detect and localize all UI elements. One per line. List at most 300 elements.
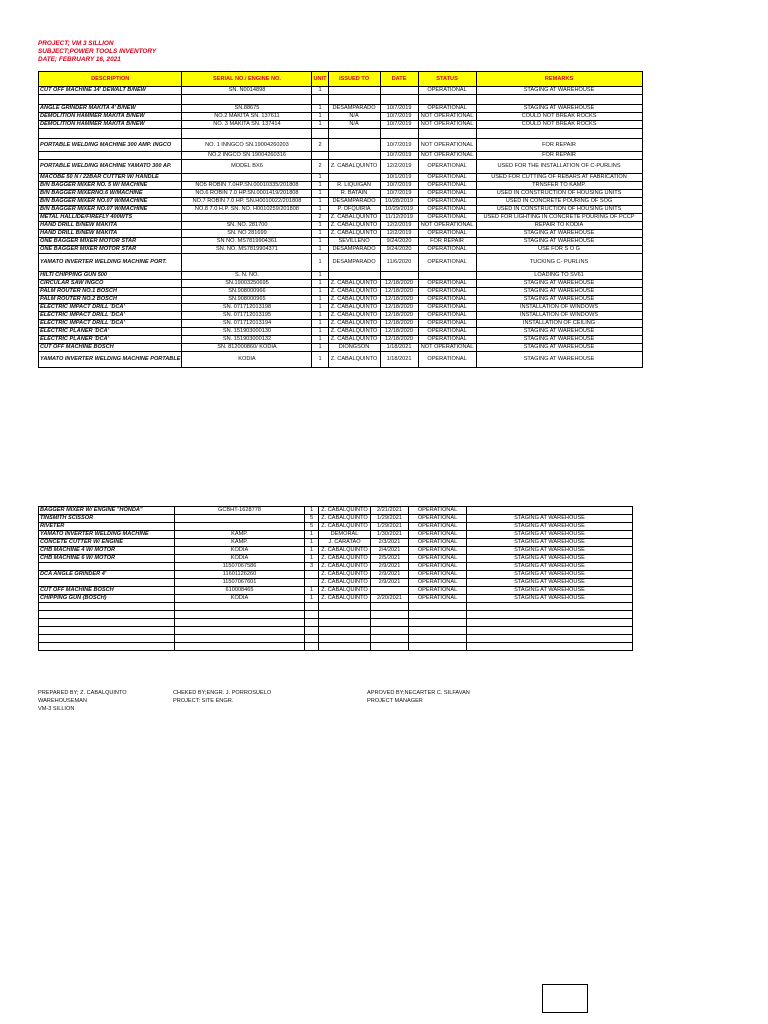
remarks-cell: [476, 129, 642, 139]
serial-cell: SN. 071712013195: [182, 312, 312, 320]
remarks-cell: TUCKING C- PURLINS: [476, 254, 642, 272]
prepared-by-role: WAREHOUSEMAN: [38, 698, 87, 704]
unit-cell: [305, 611, 319, 619]
table-row: [39, 280, 643, 288]
remarks-cell: USE FOR S O G: [476, 246, 642, 254]
description-cell: PORTABLE WELDING MACHINE 300 AMP. INGCO: [39, 139, 182, 152]
issued-to-cell: Z. CABALQUINTO: [319, 523, 371, 531]
status-cell: OPERATIONAL: [418, 190, 476, 198]
remarks-cell: STAGING AT WAREHOUSE: [476, 87, 642, 95]
remarks-cell: STAGING AT WAREHOUSE: [467, 571, 633, 579]
status-cell: [409, 643, 467, 651]
description-cell: CUT OFF MACHINE 14' DEWALT B/NEW: [39, 87, 182, 95]
issued-to-cell: DESAMPARADO: [328, 198, 380, 206]
col-serial: SERIAL NO./ ENGINE NO.: [182, 72, 312, 87]
status-cell: NOT OPERATIONAL: [418, 139, 476, 152]
remarks-cell: FOR REPAIR: [476, 139, 642, 152]
table-row: [39, 288, 643, 296]
unit-cell: [305, 571, 319, 579]
serial-cell: 11601126260: [175, 571, 305, 579]
table-row: [39, 113, 643, 121]
remarks-cell: TRNSFER TO KAMP.: [476, 182, 642, 190]
issued-to-cell: Z. CABALQUINTO: [319, 563, 371, 571]
unit-cell: 1: [312, 280, 328, 288]
table-row: [39, 95, 643, 105]
table-row: [39, 643, 633, 651]
date-cell: [380, 95, 418, 105]
status-cell: OPERATIONAL: [409, 539, 467, 547]
issued-to-cell: [328, 174, 380, 182]
unit-cell: 1: [312, 336, 328, 344]
remarks-cell: STAGING AT WAREHOUSE: [467, 579, 633, 587]
unit-cell: 1: [312, 121, 328, 129]
status-cell: OPERATIONAL: [409, 579, 467, 587]
description-cell: METAL HALLIDE/FIREFLY 400WTS: [39, 214, 182, 222]
unit-cell: 1: [312, 113, 328, 121]
table-row: [39, 304, 643, 312]
remarks-cell: STAGING AT WAREHOUSE: [476, 230, 642, 238]
table-row: [39, 272, 643, 280]
date-cell: 10/7/2019: [380, 113, 418, 121]
date-cell: 12/18/2020: [380, 288, 418, 296]
unit-cell: 1: [312, 328, 328, 336]
description-cell: ELECTRIC IMPACT DRILL 'DCA': [39, 304, 182, 312]
remarks-cell: STAGING AT WAREHOUSE: [467, 515, 633, 523]
status-cell: OPERATIONAL: [418, 246, 476, 254]
unit-cell: 2: [312, 160, 328, 174]
status-cell: NOT OPERATIONAL: [418, 113, 476, 121]
col-date: DATE: [380, 72, 418, 87]
date-cell: 10/28/2019: [380, 198, 418, 206]
unit-cell: [305, 635, 319, 643]
serial-cell: S. N. NO.: [182, 272, 312, 280]
date-cell: [371, 587, 409, 595]
date-cell: 10/7/2019: [380, 182, 418, 190]
description-cell: ELECTRIC PLANER 'DCA': [39, 336, 182, 344]
issued-to-cell: Z. CABALQUINTO: [319, 555, 371, 563]
remarks-cell: STAGING AT WAREHOUSE: [467, 547, 633, 555]
remarks-cell: LOADING TO SV61: [476, 272, 642, 280]
remarks-cell: [467, 611, 633, 619]
issued-to-cell: N/A: [328, 121, 380, 129]
description-cell: ONE BAGGER MIXER MOTOR STAR: [39, 246, 182, 254]
approved-by-name: APROVED BY;NECARTER C. SILFAVAN: [367, 690, 470, 696]
status-cell: OPERATIONAL: [418, 87, 476, 95]
table-row: [39, 603, 633, 611]
date-cell: 9/24/2020: [380, 238, 418, 246]
status-cell: OPERATIONAL: [409, 507, 467, 515]
date-cell: 12/18/2020: [380, 280, 418, 288]
description-cell: HAND DRILL B/NEW MAKITA: [39, 222, 182, 230]
status-cell: OPERATIONAL: [409, 555, 467, 563]
description-cell: B/N BAGGER MIXERNO.6 W/MACHINE: [39, 190, 182, 198]
issued-to-cell: Z. CABALQUINTO: [328, 160, 380, 174]
status-cell: FOR REPAIR: [418, 238, 476, 246]
status-cell: [418, 95, 476, 105]
issued-to-cell: Z. CABALQUINTO: [319, 595, 371, 603]
serial-cell: NO.2 MAKITA SN. 137611: [182, 113, 312, 121]
remarks-cell: [467, 635, 633, 643]
unit-cell: 5: [305, 523, 319, 531]
status-cell: NOT OPERATIONAL: [418, 344, 476, 352]
unit-cell: 3: [305, 563, 319, 571]
date-cell: 12/2/2019: [380, 160, 418, 174]
remarks-cell: STAGING AT WAREHOUSE: [476, 336, 642, 344]
description-cell: DCA ANGLE GRINDER 4': [39, 571, 175, 579]
serial-cell: [175, 643, 305, 651]
date-cell: 1/18/2021: [380, 344, 418, 352]
status-cell: [409, 627, 467, 635]
inventory-table-2: [38, 506, 633, 651]
serial-cell: KODIA: [175, 595, 305, 603]
table-row: [39, 214, 643, 222]
date-cell: 2/3/2021: [371, 539, 409, 547]
serial-cell: KAMP.: [175, 531, 305, 539]
status-cell: OPERATIONAL: [418, 254, 476, 272]
table-row: [39, 571, 633, 579]
serial-cell: NO.2 INGCO SN 19004260316: [182, 152, 312, 160]
unit-cell: 1: [305, 547, 319, 555]
serial-cell: SN. N0014898: [182, 87, 312, 95]
unit-cell: 1: [305, 587, 319, 595]
date-cell: 1/30/2021: [371, 531, 409, 539]
status-cell: NOT OPERATIONAL: [418, 121, 476, 129]
remarks-cell: [476, 95, 642, 105]
unit-cell: 1: [312, 230, 328, 238]
remarks-cell: STAGING AT WAREHOUSE: [476, 352, 642, 368]
date-cell: 10/7/2019: [380, 121, 418, 129]
issued-to-cell: J. CARATAO: [319, 539, 371, 547]
date-cell: 12/18/2020: [380, 328, 418, 336]
date-cell: [380, 272, 418, 280]
remarks-cell: [467, 507, 633, 515]
status-cell: NOT OPERATIONAL: [418, 222, 476, 230]
remarks-cell: USED IN CONSTRUCTION OF HOUSING UNITS: [476, 206, 642, 214]
date-cell: 12/18/2020: [380, 336, 418, 344]
description-cell: [39, 611, 175, 619]
serial-cell: [182, 95, 312, 105]
remarks-cell: [467, 619, 633, 627]
unit-cell: 1: [312, 272, 328, 280]
status-cell: [409, 603, 467, 611]
serial-cell: [175, 635, 305, 643]
table-row: [39, 619, 633, 627]
issued-to-cell: N/A: [328, 113, 380, 121]
remarks-cell: INSTALLATION OF WINDOWS: [476, 304, 642, 312]
status-cell: OPERATIONAL: [409, 563, 467, 571]
issued-to-cell: DIONGSON: [328, 344, 380, 352]
serial-cell: [182, 254, 312, 272]
remarks-cell: COULD NOT BREAK ROCKS: [476, 113, 642, 121]
inventory-table: [38, 71, 643, 368]
date-cell: [380, 129, 418, 139]
table-row: [39, 563, 633, 571]
serial-cell: SN.908000966: [182, 288, 312, 296]
unit-cell: [305, 619, 319, 627]
table-row: [39, 328, 643, 336]
serial-cell: [182, 214, 312, 222]
unit-cell: [305, 579, 319, 587]
status-cell: OPERATIONAL: [418, 230, 476, 238]
unit-cell: [305, 643, 319, 651]
remarks-cell: USED FOR THE INSTALLATION OF C-PURLINS: [476, 160, 642, 174]
col-status: STATUS: [418, 72, 476, 87]
unit-cell: [305, 603, 319, 611]
description-cell: DEMOLITION HAMMER MAKITA B/NEW: [39, 113, 182, 121]
serial-cell: [182, 174, 312, 182]
description-cell: CHIPPING GUN (BOSCH): [39, 595, 175, 603]
status-cell: OPERATIONAL: [418, 288, 476, 296]
table-row: [39, 352, 643, 368]
empty-box: [542, 984, 588, 1013]
description-cell: [39, 563, 175, 571]
remarks-cell: STAGING AT WAREHOUSE: [476, 238, 642, 246]
date-cell: 2/5/2021: [371, 555, 409, 563]
date-title: DATE; FEBRUARY 16, 2021: [38, 56, 121, 63]
issued-to-cell: R. LIQUIGAN: [328, 182, 380, 190]
table-header-row: [39, 72, 643, 87]
description-cell: [39, 643, 175, 651]
issued-to-cell: Z. CABALQUINTO: [328, 336, 380, 344]
unit-cell: [312, 152, 328, 160]
serial-cell: NO.7 ROBIN 7.0 HP. SN.H0010022/201808: [182, 198, 312, 206]
serial-cell: 11507067586: [175, 563, 305, 571]
description-cell: CHB MACHINE 4 W/ MOTOR: [39, 547, 175, 555]
issued-to-cell: Z. CABALQUINTO: [319, 587, 371, 595]
unit-cell: 2: [312, 139, 328, 152]
description-cell: PALM ROUTER NO.2 BOSCH: [39, 296, 182, 304]
table-row: [39, 320, 643, 328]
table-row: [39, 547, 633, 555]
issued-to-cell: Z. CABALQUINTO: [328, 328, 380, 336]
serial-cell: SN.88675: [182, 105, 312, 113]
issued-to-cell: Z. CABALQUINTO: [328, 312, 380, 320]
table-row: [39, 129, 643, 139]
description-cell: YAMATO INVERTER WELDING MACHINE: [39, 531, 175, 539]
checked-by: [173, 689, 271, 705]
issued-to-cell: R. BATAIN: [328, 190, 380, 198]
prepared-by-project: VM-3 SILLION: [38, 706, 75, 712]
approved-by: [367, 689, 470, 705]
description-cell: ELECTRIC IMPACT DRILL 'DCA': [39, 320, 182, 328]
unit-cell: 1: [312, 344, 328, 352]
unit-cell: 1: [312, 174, 328, 182]
table-row: [39, 344, 643, 352]
remarks-cell: STAGING AT WAREHOUSE: [476, 296, 642, 304]
remarks-cell: REPAIR TO KODIA: [476, 222, 642, 230]
status-cell: OPERATIONAL: [418, 336, 476, 344]
serial-cell: [175, 523, 305, 531]
unit-cell: 5: [305, 515, 319, 523]
table-row: [39, 105, 643, 113]
remarks-cell: [467, 643, 633, 651]
serial-cell: KODIA: [182, 352, 312, 368]
description-cell: B/N BAGGER MIXER NO.07 W/MACHINE: [39, 206, 182, 214]
remarks-cell: STAGING AT WAREHOUSE: [467, 555, 633, 563]
description-cell: B/N BAGGER MIXER NO. 5 W/ MACHINE: [39, 182, 182, 190]
serial-cell: [175, 619, 305, 627]
status-cell: [418, 129, 476, 139]
issued-to-cell: [319, 627, 371, 635]
description-cell: [39, 603, 175, 611]
issued-to-cell: [319, 619, 371, 627]
description-cell: ONE BAGGER MIXER MOTOR STAR: [39, 238, 182, 246]
serial-cell: SN. 151903000130: [182, 328, 312, 336]
remarks-cell: USED FOR LIGHTING IN CONCRETE POURING OF PCCP: [476, 214, 642, 222]
remarks-cell: STAGING AT WAREHOUSE: [467, 563, 633, 571]
serial-cell: [175, 611, 305, 619]
description-cell: B/N BAGGER MIXER NO.07 W/MACHINE: [39, 198, 182, 206]
issued-to-cell: [319, 603, 371, 611]
table-row: [39, 139, 643, 152]
table-row: [39, 539, 633, 547]
serial-cell: 11507067601: [175, 579, 305, 587]
unit-cell: [312, 129, 328, 139]
unit-cell: 1: [312, 87, 328, 95]
table-row: [39, 611, 633, 619]
description-cell: CUT OFF MACHINE BOSCH: [39, 587, 175, 595]
serial-cell: [175, 603, 305, 611]
unit-cell: 1: [312, 304, 328, 312]
serial-cell: SN. NO 281699: [182, 230, 312, 238]
table-row: [39, 246, 643, 254]
issued-to-cell: Z. CABALQUINTO: [328, 352, 380, 368]
table-row: [39, 296, 643, 304]
issued-to-cell: [328, 87, 380, 95]
status-cell: OPERATIONAL: [418, 312, 476, 320]
status-cell: NOT OPERATIONAL: [418, 152, 476, 160]
description-cell: HILTI CHIPPING GUN 500: [39, 272, 182, 280]
issued-to-cell: Z. CABALQUINTO: [319, 571, 371, 579]
table-row: [39, 238, 643, 246]
issued-to-cell: DESAMPARADO: [328, 246, 380, 254]
serial-cell: SN. 151903000132: [182, 336, 312, 344]
table-row: [39, 174, 643, 182]
issued-to-cell: P. OFQUIRIA: [328, 206, 380, 214]
unit-cell: 1: [305, 507, 319, 515]
remarks-cell: FOR REPAIR: [476, 152, 642, 160]
status-cell: OPERATIONAL: [418, 352, 476, 368]
unit-cell: 1: [312, 254, 328, 272]
description-cell: [39, 635, 175, 643]
description-cell: ELECTRIC PLANER 'DCA': [39, 328, 182, 336]
serial-cell: MODEL BX6: [182, 160, 312, 174]
table-row: [39, 336, 643, 344]
prepared-by: [38, 689, 127, 713]
unit-cell: 1: [312, 288, 328, 296]
table-row: [39, 579, 633, 587]
table-row: [39, 182, 643, 190]
remarks-cell: USED IN CONSTRUCTION OF HOUSING UNITS: [476, 190, 642, 198]
issued-to-cell: [328, 152, 380, 160]
serial-cell: SN. NO. MS7819904371: [182, 246, 312, 254]
date-cell: [371, 619, 409, 627]
date-cell: 12/18/2020: [380, 320, 418, 328]
date-cell: 10/1/2019: [380, 174, 418, 182]
description-cell: CONCETE CUTTER W/ ENGINE: [39, 539, 175, 547]
remarks-cell: [467, 603, 633, 611]
issued-to-cell: Z. CABALQUINTO: [328, 222, 380, 230]
description-cell: YAMATO INVERTER WELDING MACHINE PORTABLE: [39, 352, 182, 368]
unit-cell: 1: [312, 320, 328, 328]
description-cell: [39, 129, 182, 139]
status-cell: OPERATIONAL: [418, 160, 476, 174]
description-cell: YAMATO INVERTER WELDING MACHINE PORT.: [39, 254, 182, 272]
table-row: [39, 312, 643, 320]
date-cell: [371, 611, 409, 619]
issued-to-cell: Z. CABALQUINTO: [319, 515, 371, 523]
description-cell: TINSMITH SCISSOR: [39, 515, 175, 523]
remarks-cell: STAGING AT WAREHOUSE: [467, 523, 633, 531]
table-row: [39, 206, 643, 214]
description-cell: [39, 627, 175, 635]
date-cell: 11/12/2019: [380, 214, 418, 222]
status-cell: OPERATIONAL: [418, 198, 476, 206]
date-cell: 10/7/2019: [380, 152, 418, 160]
serial-cell: SN. NO. 281700: [182, 222, 312, 230]
status-cell: OPERATIONAL: [409, 547, 467, 555]
description-cell: CIRCULAR SAW INGCO: [39, 280, 182, 288]
description-cell: BAGGER MIXER W/ ENGINE "HONDA": [39, 507, 175, 515]
col-remarks: REMARKS: [476, 72, 642, 87]
date-cell: 2/9/2021: [371, 571, 409, 579]
status-cell: OPERATIONAL: [409, 587, 467, 595]
table-row: [39, 635, 633, 643]
serial-cell: NO.6 ROBIN 7.0 HP.SN.0001419/201808: [182, 190, 312, 198]
description-cell: CHB MACHINE 6 W/ MOTOR: [39, 555, 175, 563]
unit-cell: 1: [312, 198, 328, 206]
description-cell: PALM ROUTER NO.1 BOSCH: [39, 288, 182, 296]
issued-to-cell: DESAMPARADO: [328, 105, 380, 113]
table-row: [39, 595, 633, 603]
issued-to-cell: Z. CABALQUINTO: [328, 296, 380, 304]
serial-cell: 610008465: [175, 587, 305, 595]
unit-cell: [305, 627, 319, 635]
description-cell: ANGLE GRINDER MAKITA 4' B/NEW: [39, 105, 182, 113]
date-cell: 2/21/2021: [371, 507, 409, 515]
approved-by-role: PROJECT MANAGER: [367, 698, 423, 704]
status-cell: OPERATIONAL: [418, 182, 476, 190]
serial-cell: GCBHT-1628778: [175, 507, 305, 515]
date-cell: 2/9/2021: [371, 563, 409, 571]
issued-to-cell: Z. CABALQUINTO: [328, 320, 380, 328]
serial-cell: SN. 071712013194: [182, 320, 312, 328]
status-cell: OPERATIONAL: [418, 280, 476, 288]
col-issued-to: ISSUED TO: [328, 72, 380, 87]
date-cell: 1/29/2021: [371, 515, 409, 523]
table-row: [39, 515, 633, 523]
prepared-by-name: PREPARED BY; Z. CABALQUINTO: [38, 690, 127, 696]
subject-title: SUBJECT;POWER TOOLS INVENTORY: [38, 48, 157, 55]
issued-to-cell: Z. CABALQUINTO: [328, 304, 380, 312]
date-cell: 10/7/2019: [380, 190, 418, 198]
status-cell: [409, 635, 467, 643]
serial-cell: KODIA: [175, 555, 305, 563]
unit-cell: 1: [312, 206, 328, 214]
status-cell: [409, 611, 467, 619]
status-cell: OPERATIONAL: [418, 320, 476, 328]
serial-cell: KODIA: [175, 547, 305, 555]
project-title: PROJECT; VM 3 SILLION: [38, 40, 114, 47]
status-cell: OPERATIONAL: [418, 296, 476, 304]
unit-cell: 1: [305, 531, 319, 539]
issued-to-cell: DEMORAL: [319, 531, 371, 539]
date-cell: 9/24/2020: [380, 246, 418, 254]
status-cell: OPERATIONAL: [409, 523, 467, 531]
unit-cell: 2: [312, 214, 328, 222]
status-cell: OPERATIONAL: [418, 206, 476, 214]
issued-to-cell: [319, 611, 371, 619]
